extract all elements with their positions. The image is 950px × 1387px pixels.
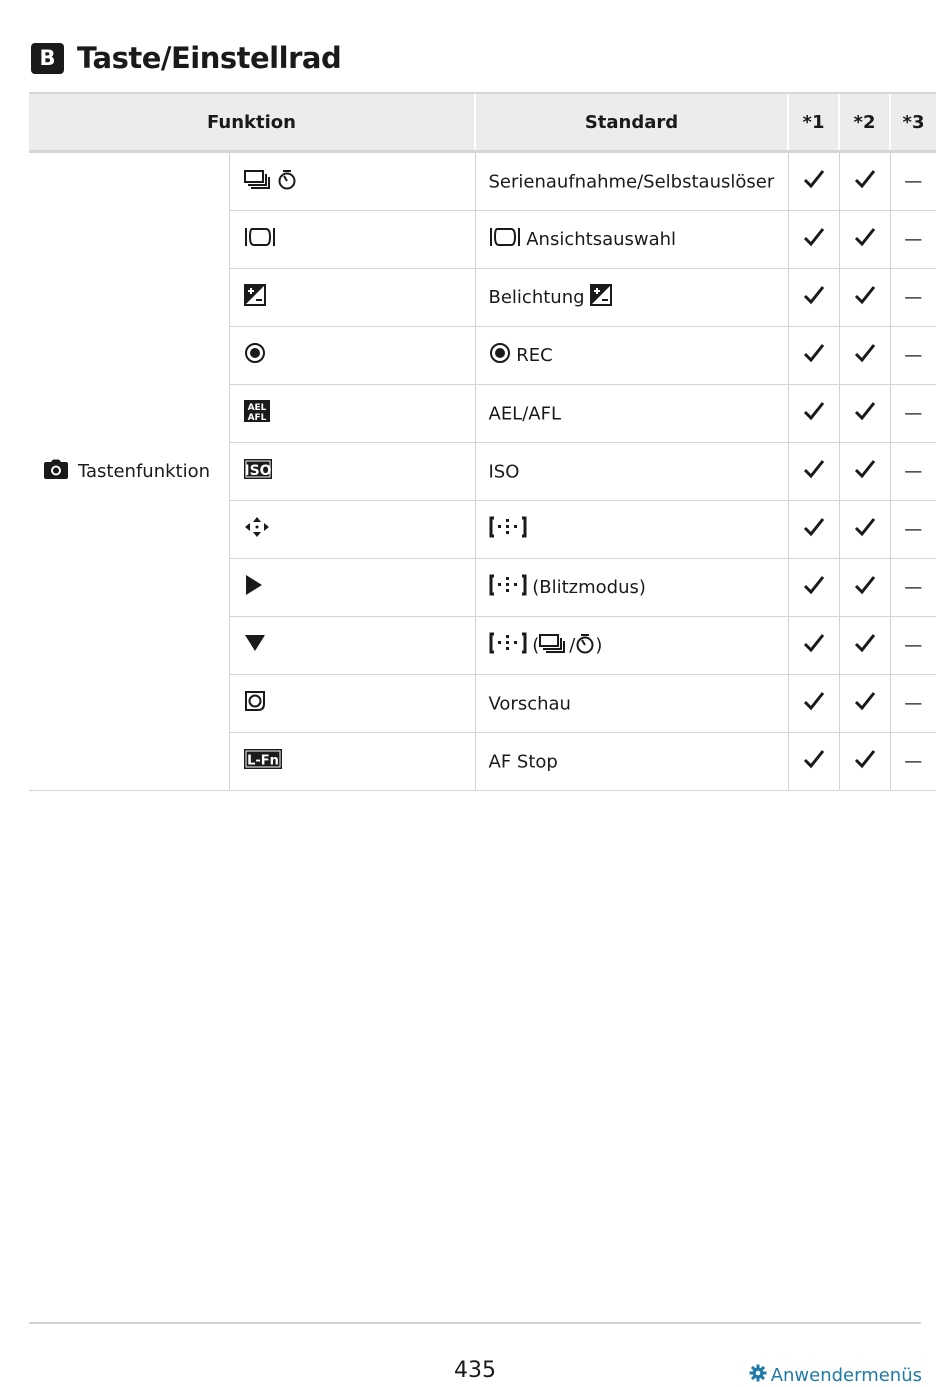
standard-text: REC (516, 345, 553, 366)
iso-icon (244, 459, 272, 484)
dash-3: — (890, 675, 936, 733)
row-icon-cell (229, 211, 475, 269)
svg-text:AEL: AEL (247, 403, 266, 413)
row-icon-cell (229, 501, 475, 559)
check-2 (839, 269, 890, 327)
dash-3: — (890, 152, 936, 211)
column-header-1: *1 (788, 93, 839, 152)
row-standard-cell (475, 269, 788, 327)
column-header-2: *2 (839, 93, 890, 152)
row-standard-cell (475, 733, 788, 791)
row-icon-cell (229, 733, 475, 791)
dash-3: — (890, 327, 936, 385)
dash-3: — (890, 443, 936, 501)
standard-text: Serienaufnahme/Selbstauslöser (488, 171, 775, 193)
standard-suffix: ) (595, 635, 603, 656)
ael-afl-icon (244, 400, 270, 427)
af-target-icon (489, 574, 527, 601)
standard-separator: / (569, 635, 576, 656)
custom-menu-link-label: Anwendermenüs (770, 1365, 922, 1386)
page-title: Taste/Einstellrad (77, 41, 342, 75)
row-icon-cell (229, 385, 475, 443)
triangle-down-icon (244, 634, 266, 657)
column-header-standard: Standard (475, 93, 788, 152)
sequential-selftimer-icon (244, 167, 298, 196)
check-1 (788, 675, 839, 733)
selftimer-icon (575, 632, 595, 659)
check-2 (839, 675, 890, 733)
row-standard-cell (475, 327, 788, 385)
standard-text: AF Stop (488, 751, 558, 773)
check-2 (839, 211, 890, 269)
check-1 (788, 385, 839, 443)
row-standard-cell (475, 211, 788, 269)
section-badge: B (31, 43, 64, 74)
dash-3: — (890, 385, 936, 443)
standard-text: (Blitzmodus) (532, 577, 646, 598)
row-icon-cell (229, 617, 475, 675)
check-1 (788, 443, 839, 501)
view-select-icon (244, 226, 276, 253)
check-1 (788, 559, 839, 617)
table-row (29, 152, 936, 211)
check-2 (839, 327, 890, 385)
dash-3: — (890, 501, 936, 559)
standard-text: AEL/AFL (488, 403, 561, 425)
check-2 (839, 152, 890, 211)
group-cell (29, 152, 229, 791)
row-icon-cell (229, 327, 475, 385)
standard-text: Ansichtsauswahl (526, 229, 677, 250)
dash-3: — (890, 211, 936, 269)
dash-3: — (890, 733, 936, 791)
row-icon-cell (229, 675, 475, 733)
row-standard-cell (475, 559, 788, 617)
row-standard-cell (475, 385, 788, 443)
row-standard-cell (475, 501, 788, 559)
record-icon (489, 342, 511, 369)
dash-3: — (890, 617, 936, 675)
column-header-funktion: Funktion (29, 93, 475, 152)
page-number: 435 (454, 1358, 496, 1383)
check-2 (839, 385, 890, 443)
column-header-3: *3 (890, 93, 936, 152)
camera-icon (43, 459, 69, 484)
standard-text: Belichtung (488, 287, 585, 308)
arrow-pad-icon (244, 516, 270, 543)
row-icon-cell (229, 152, 475, 211)
check-1 (788, 211, 839, 269)
dash-3: — (890, 559, 936, 617)
view-select-icon (489, 226, 521, 253)
preview-icon (244, 690, 266, 717)
exposure-comp-icon (244, 284, 266, 311)
standard-text: ISO (488, 461, 520, 483)
check-2 (839, 733, 890, 791)
svg-text:AFL: AFL (247, 413, 266, 422)
group-label: Tastenfunktion (78, 461, 211, 482)
svg-text:ISO: ISO (243, 463, 272, 479)
row-standard-cell (475, 617, 788, 675)
sequential-icon (539, 632, 569, 659)
play-right-icon (244, 574, 264, 601)
record-icon (244, 342, 266, 369)
af-target-icon (489, 516, 527, 543)
row-icon-cell (229, 559, 475, 617)
check-1 (788, 327, 839, 385)
l-fn-icon (244, 749, 282, 774)
row-standard-cell (475, 152, 788, 211)
standard-text: ( (532, 635, 540, 656)
check-2 (839, 617, 890, 675)
check-1 (788, 733, 839, 791)
table-header-row (29, 93, 936, 152)
exposure-comp-icon (590, 284, 612, 311)
row-standard-cell (475, 443, 788, 501)
check-2 (839, 559, 890, 617)
row-standard-cell (475, 675, 788, 733)
check-1 (788, 152, 839, 211)
check-2 (839, 501, 890, 559)
section-title (31, 38, 341, 78)
check-1 (788, 501, 839, 559)
row-icon-cell (229, 269, 475, 327)
check-2 (839, 443, 890, 501)
footer-divider (29, 1322, 921, 1324)
dash-3: — (890, 269, 936, 327)
check-1 (788, 617, 839, 675)
svg-text:L-Fn: L-Fn (246, 753, 279, 769)
function-table (29, 92, 936, 791)
custom-menu-link[interactable] (749, 1364, 922, 1387)
af-target-icon (489, 632, 527, 659)
row-icon-cell (229, 443, 475, 501)
check-1 (788, 269, 839, 327)
gear-icon (749, 1364, 767, 1387)
standard-text: Vorschau (488, 693, 571, 715)
